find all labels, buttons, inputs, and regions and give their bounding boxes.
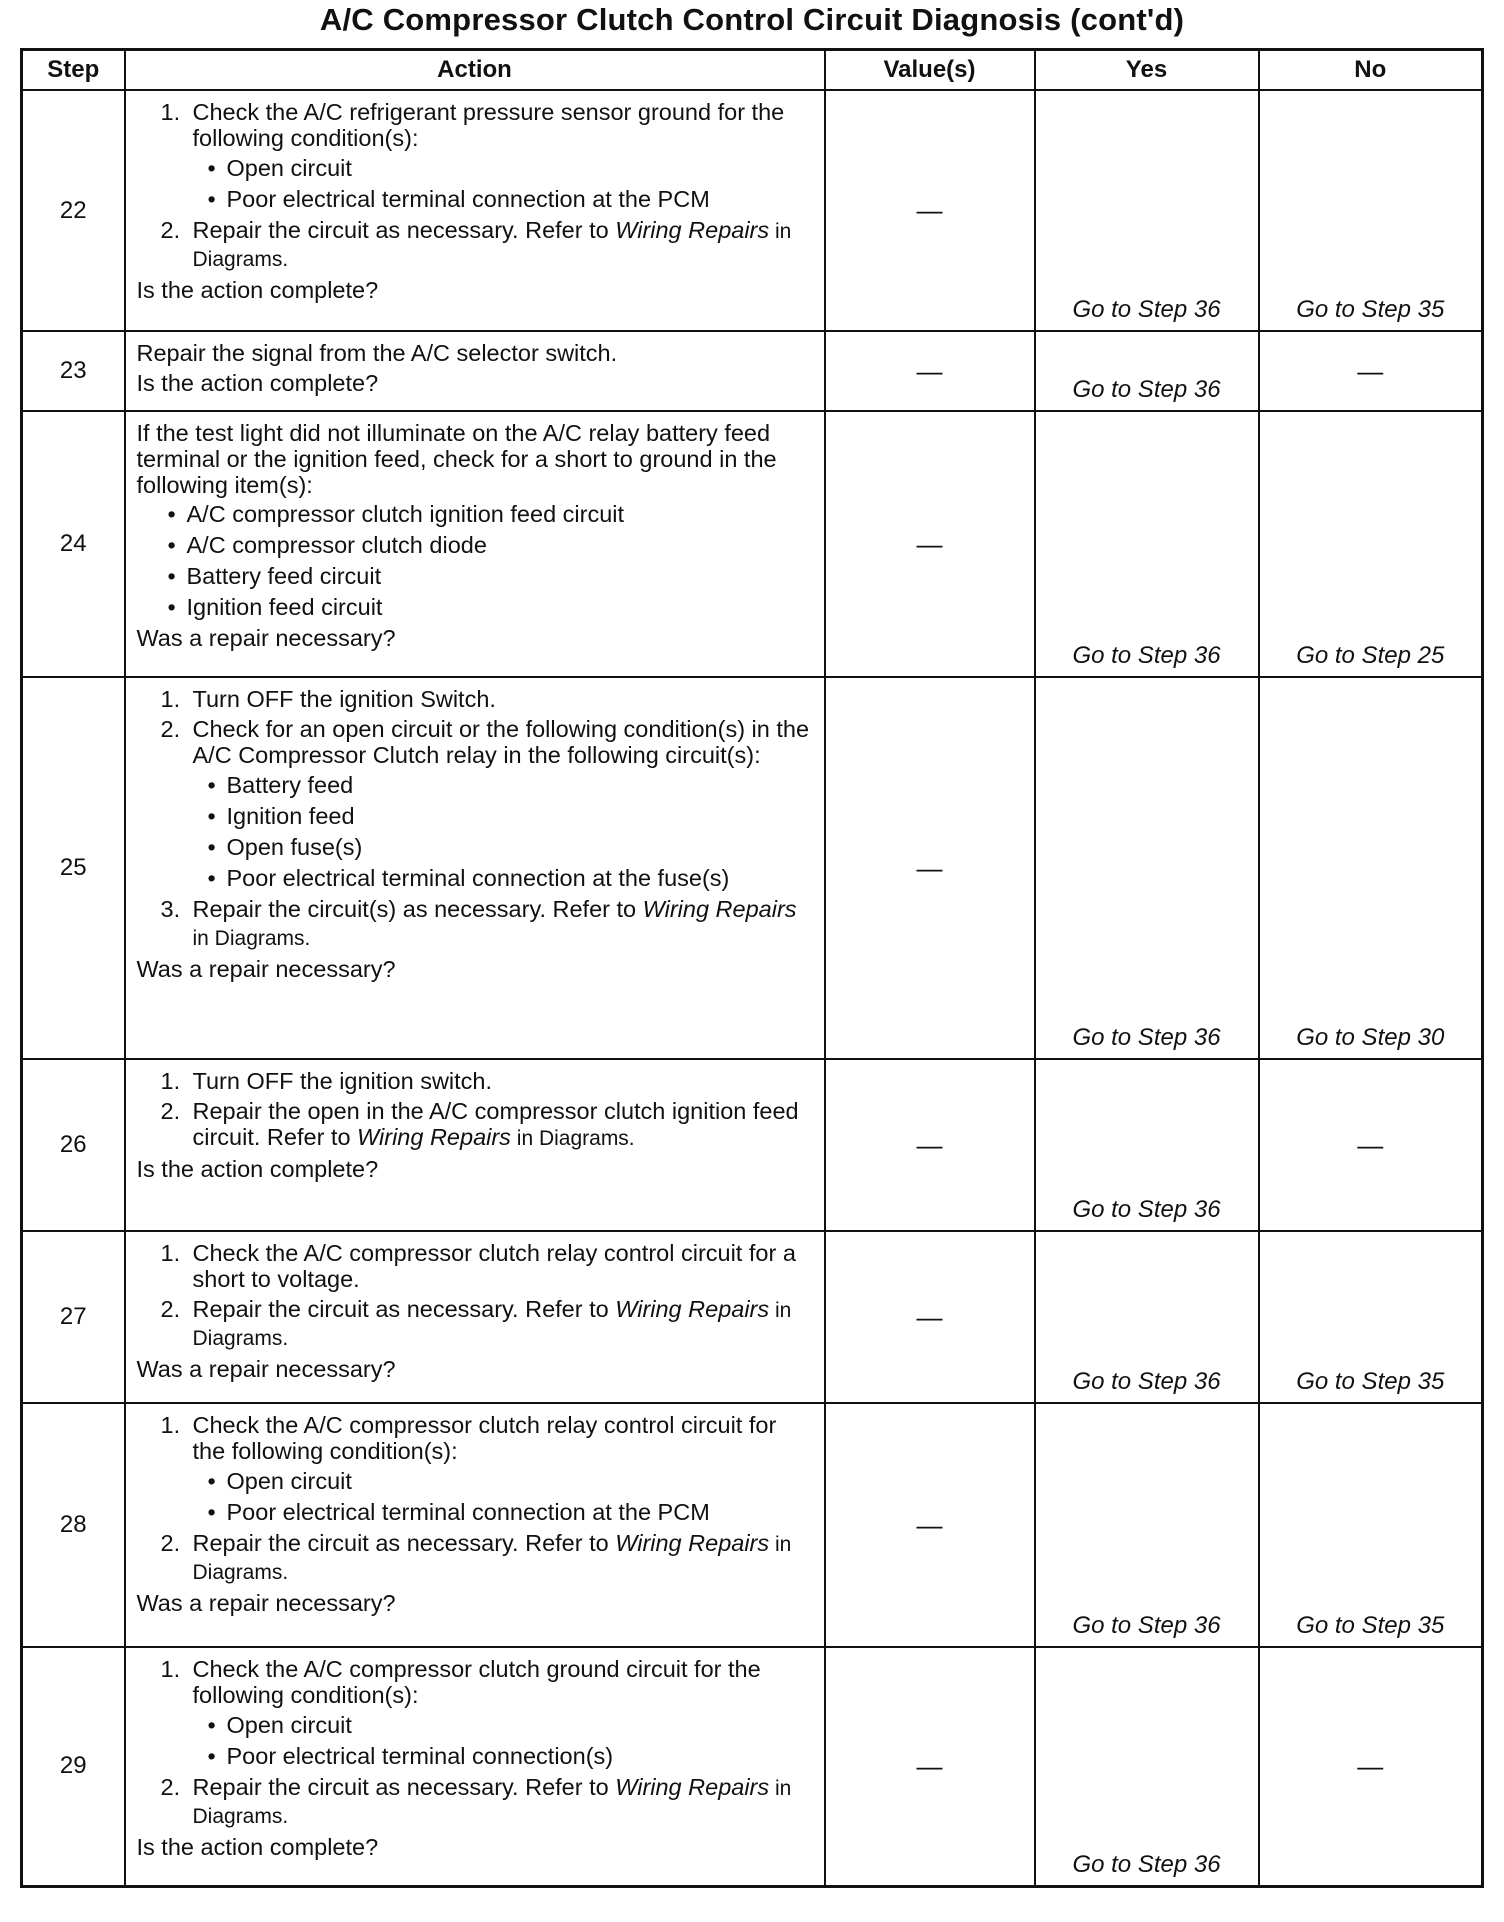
step-number: 22 <box>22 90 125 331</box>
step-number: 23 <box>22 331 125 411</box>
yes-cell: Go to Step 36 <box>1035 90 1259 331</box>
header-row <box>22 50 1483 91</box>
action-text: in Diagrams. <box>192 1299 792 1350</box>
reference-link: Wiring Repairs <box>615 1296 770 1322</box>
diagnosis-table <box>20 48 1484 1888</box>
question-text: Was a repair necessary? <box>136 1356 396 1382</box>
action-text: Repair the circuit as necessary. Refer to <box>192 1774 616 1800</box>
question-text: Is the action complete? <box>136 370 379 396</box>
value-cell: — <box>825 1403 1035 1647</box>
bullet-item: • A/C compressor clutch diode <box>137 532 814 558</box>
action-text: in Diagrams. <box>192 1533 792 1584</box>
yes-cell: Go to Step 36 <box>1035 331 1259 411</box>
action-text: Check for an open circuit or the following condition(s) in the A/C Compressor Clutch relay in the following circuit(s): <box>192 716 810 768</box>
bullet-item: • Poor electrical terminal connection at the PCM <box>137 1499 814 1525</box>
yes-cell: Go to Step 36 <box>1035 1647 1259 1886</box>
step-number: 28 <box>22 1403 125 1647</box>
action-text: in Diagrams. <box>510 1127 635 1150</box>
no-cell: Go to Step 35 <box>1259 1231 1483 1403</box>
action-text: Check the A/C refrigerant pressure sensor ground for the following condition(s): <box>192 99 785 151</box>
question-text: Is the action complete? <box>136 1834 379 1860</box>
bullet-item: • Open fuse(s) <box>137 834 814 860</box>
bullet-item: • Open circuit <box>137 155 814 181</box>
yes-cell: Go to Step 36 <box>1035 1403 1259 1647</box>
reference-link: Wiring Repairs <box>357 1124 511 1150</box>
action-cell: 1. Turn OFF the ignition Switch. 2. Check for an open circuit or the following condition(s) in the A/C Compressor Clutch relay in the following circuit(s): • Battery feed • Ignition feed • Open fuse(s) • Poor electrical terminal connection at the fuse(s) 3. Repair the circuit(s) as necessary. Refer to Wiring Repairs in Diagrams. Was a repair necessary? <box>125 677 825 1059</box>
yes-cell: Go to Step 36 <box>1035 1059 1259 1231</box>
yes-cell: Go to Step 36 <box>1035 411 1259 677</box>
table-row <box>22 411 1483 677</box>
action-text: Repair the circuit as necessary. Refer to <box>192 1296 616 1322</box>
action-text: Turn OFF the ignition switch. <box>192 1068 493 1094</box>
bullet-item: • Battery feed circuit <box>137 563 814 589</box>
header-no: No <box>1259 50 1483 91</box>
step-number: 24 <box>22 411 125 677</box>
action-text: Check the A/C compressor clutch ground circuit for the following condition(s): <box>192 1656 761 1708</box>
page-title: A/C Compressor Clutch Control Circuit Diagnosis (cont'd) <box>319 2 1185 37</box>
bullet-item: • Open circuit <box>137 1712 814 1738</box>
action-cell: 1. Check the A/C compressor clutch ground circuit for the following condition(s): • Open circuit • Poor electrical terminal connection(s) 2. Repair the circuit as necessary. Refer to Wiring Repairs in Diagrams. Is the action complete? <box>125 1647 825 1886</box>
action-cell: 1. Check the A/C refrigerant pressure sensor ground for the following condition(s): • Open circuit • Poor electrical terminal connection at the PCM 2. Repair the circuit as necessary. Refer to Wiring Repairs in Diagrams. Is the action complete? <box>125 90 825 331</box>
no-cell: Go to Step 35 <box>1259 1403 1483 1647</box>
bullet-item: • Ignition feed circuit <box>137 594 814 620</box>
bullet-item: • Open circuit <box>137 1468 814 1494</box>
reference-link: Wiring Repairs <box>642 896 797 922</box>
value-cell: — <box>825 331 1035 411</box>
action-text: Repair the open in the A/C compressor clutch ignition feed circuit. Refer to <box>192 1098 799 1150</box>
value-cell: — <box>825 1059 1035 1231</box>
bullet-item: • Poor electrical terminal connection at the PCM <box>137 186 814 212</box>
value-cell: — <box>825 1647 1035 1886</box>
action-cell <box>125 331 825 411</box>
action-cell <box>125 411 825 677</box>
table-row <box>22 1647 1483 1886</box>
step-number: 29 <box>22 1647 125 1886</box>
value-cell: — <box>825 411 1035 677</box>
question-text: Was a repair necessary? <box>136 1590 396 1616</box>
table-row <box>22 1059 1483 1231</box>
question-text: Was a repair necessary? <box>136 956 396 982</box>
action-text: Repair the circuit(s) as necessary. Refer to <box>192 896 643 922</box>
action-text: Turn OFF the ignition Switch. <box>192 686 496 712</box>
table-row <box>22 1231 1483 1403</box>
no-cell: Go to Step 30 <box>1259 677 1483 1059</box>
bullet-item: • Poor electrical terminal connection(s) <box>137 1743 814 1769</box>
reference-link: Wiring Repairs <box>615 1530 770 1556</box>
table-row <box>22 331 1483 411</box>
value-cell: — <box>825 677 1035 1059</box>
step-number: 26 <box>22 1059 125 1231</box>
bullet-item: • Battery feed <box>137 772 814 798</box>
table-row <box>22 90 1483 331</box>
action-text: Repair the circuit as necessary. Refer to <box>192 1530 616 1556</box>
question-text: Is the action complete? <box>136 1156 379 1182</box>
action-text: Repair the circuit as necessary. Refer to <box>192 217 616 243</box>
action-cell: 1. Check the A/C compressor clutch relay control circuit for a short to voltage. 2. Repair the circuit as necessary. Refer to Wiring Repairs in Diagrams. Was a repair necessary? <box>125 1231 825 1403</box>
action-text: in Diagrams. <box>192 927 311 950</box>
no-cell: — <box>1259 1059 1483 1231</box>
step-number: 27 <box>22 1231 125 1403</box>
bullet-item: • A/C compressor clutch ignition feed circuit <box>137 501 814 527</box>
action-text: If the test light did not illuminate on the A/C relay battery feed terminal or the ignition feed, check for a short to ground in the following item(s): <box>136 420 777 498</box>
header-yes: Yes <box>1035 50 1259 91</box>
step-number: 25 <box>22 677 125 1059</box>
bullet-item: • Poor electrical terminal connection at the fuse(s) <box>137 865 814 891</box>
bullet-item: • Ignition feed <box>137 803 814 829</box>
header-step: Step <box>22 50 125 91</box>
no-cell: Go to Step 35 <box>1259 90 1483 331</box>
header-action: Action <box>125 50 825 91</box>
reference-link: Wiring Repairs <box>615 217 770 243</box>
table-row <box>22 677 1483 1059</box>
question-text: Was a repair necessary? <box>136 625 396 651</box>
no-cell: — <box>1259 1647 1483 1886</box>
value-cell: — <box>825 1231 1035 1403</box>
action-text: in Diagrams. <box>192 1777 792 1828</box>
action-cell: 1. Turn OFF the ignition switch. 2. Repair the open in the A/C compressor clutch ignition feed circuit. Refer to Wiring Repairs in Diagrams. Is the action complete? <box>125 1059 825 1231</box>
table-row <box>22 1403 1483 1647</box>
action-text: Check the A/C compressor clutch relay control circuit for the following condition(s): <box>192 1412 777 1464</box>
no-cell: Go to Step 25 <box>1259 411 1483 677</box>
yes-cell: Go to Step 36 <box>1035 1231 1259 1403</box>
header-values: Value(s) <box>825 50 1035 91</box>
action-text: Check the A/C compressor clutch relay control circuit for a short to voltage. <box>192 1240 796 1292</box>
action-text: Repair the signal from the A/C selector switch. <box>136 340 618 366</box>
value-cell: — <box>825 90 1035 331</box>
reference-link: Wiring Repairs <box>615 1774 770 1800</box>
action-cell: 1. Check the A/C compressor clutch relay control circuit for the following condition(s): • Open circuit • Poor electrical terminal connection at the PCM 2. Repair the circuit as necessary. Refer to Wiring Repairs in Diagrams. Was a repair necessary? <box>125 1403 825 1647</box>
yes-cell: Go to Step 36 <box>1035 677 1259 1059</box>
no-cell: — <box>1259 331 1483 411</box>
action-text: in Diagrams. <box>192 220 792 271</box>
question-text: Is the action complete? <box>136 277 379 303</box>
